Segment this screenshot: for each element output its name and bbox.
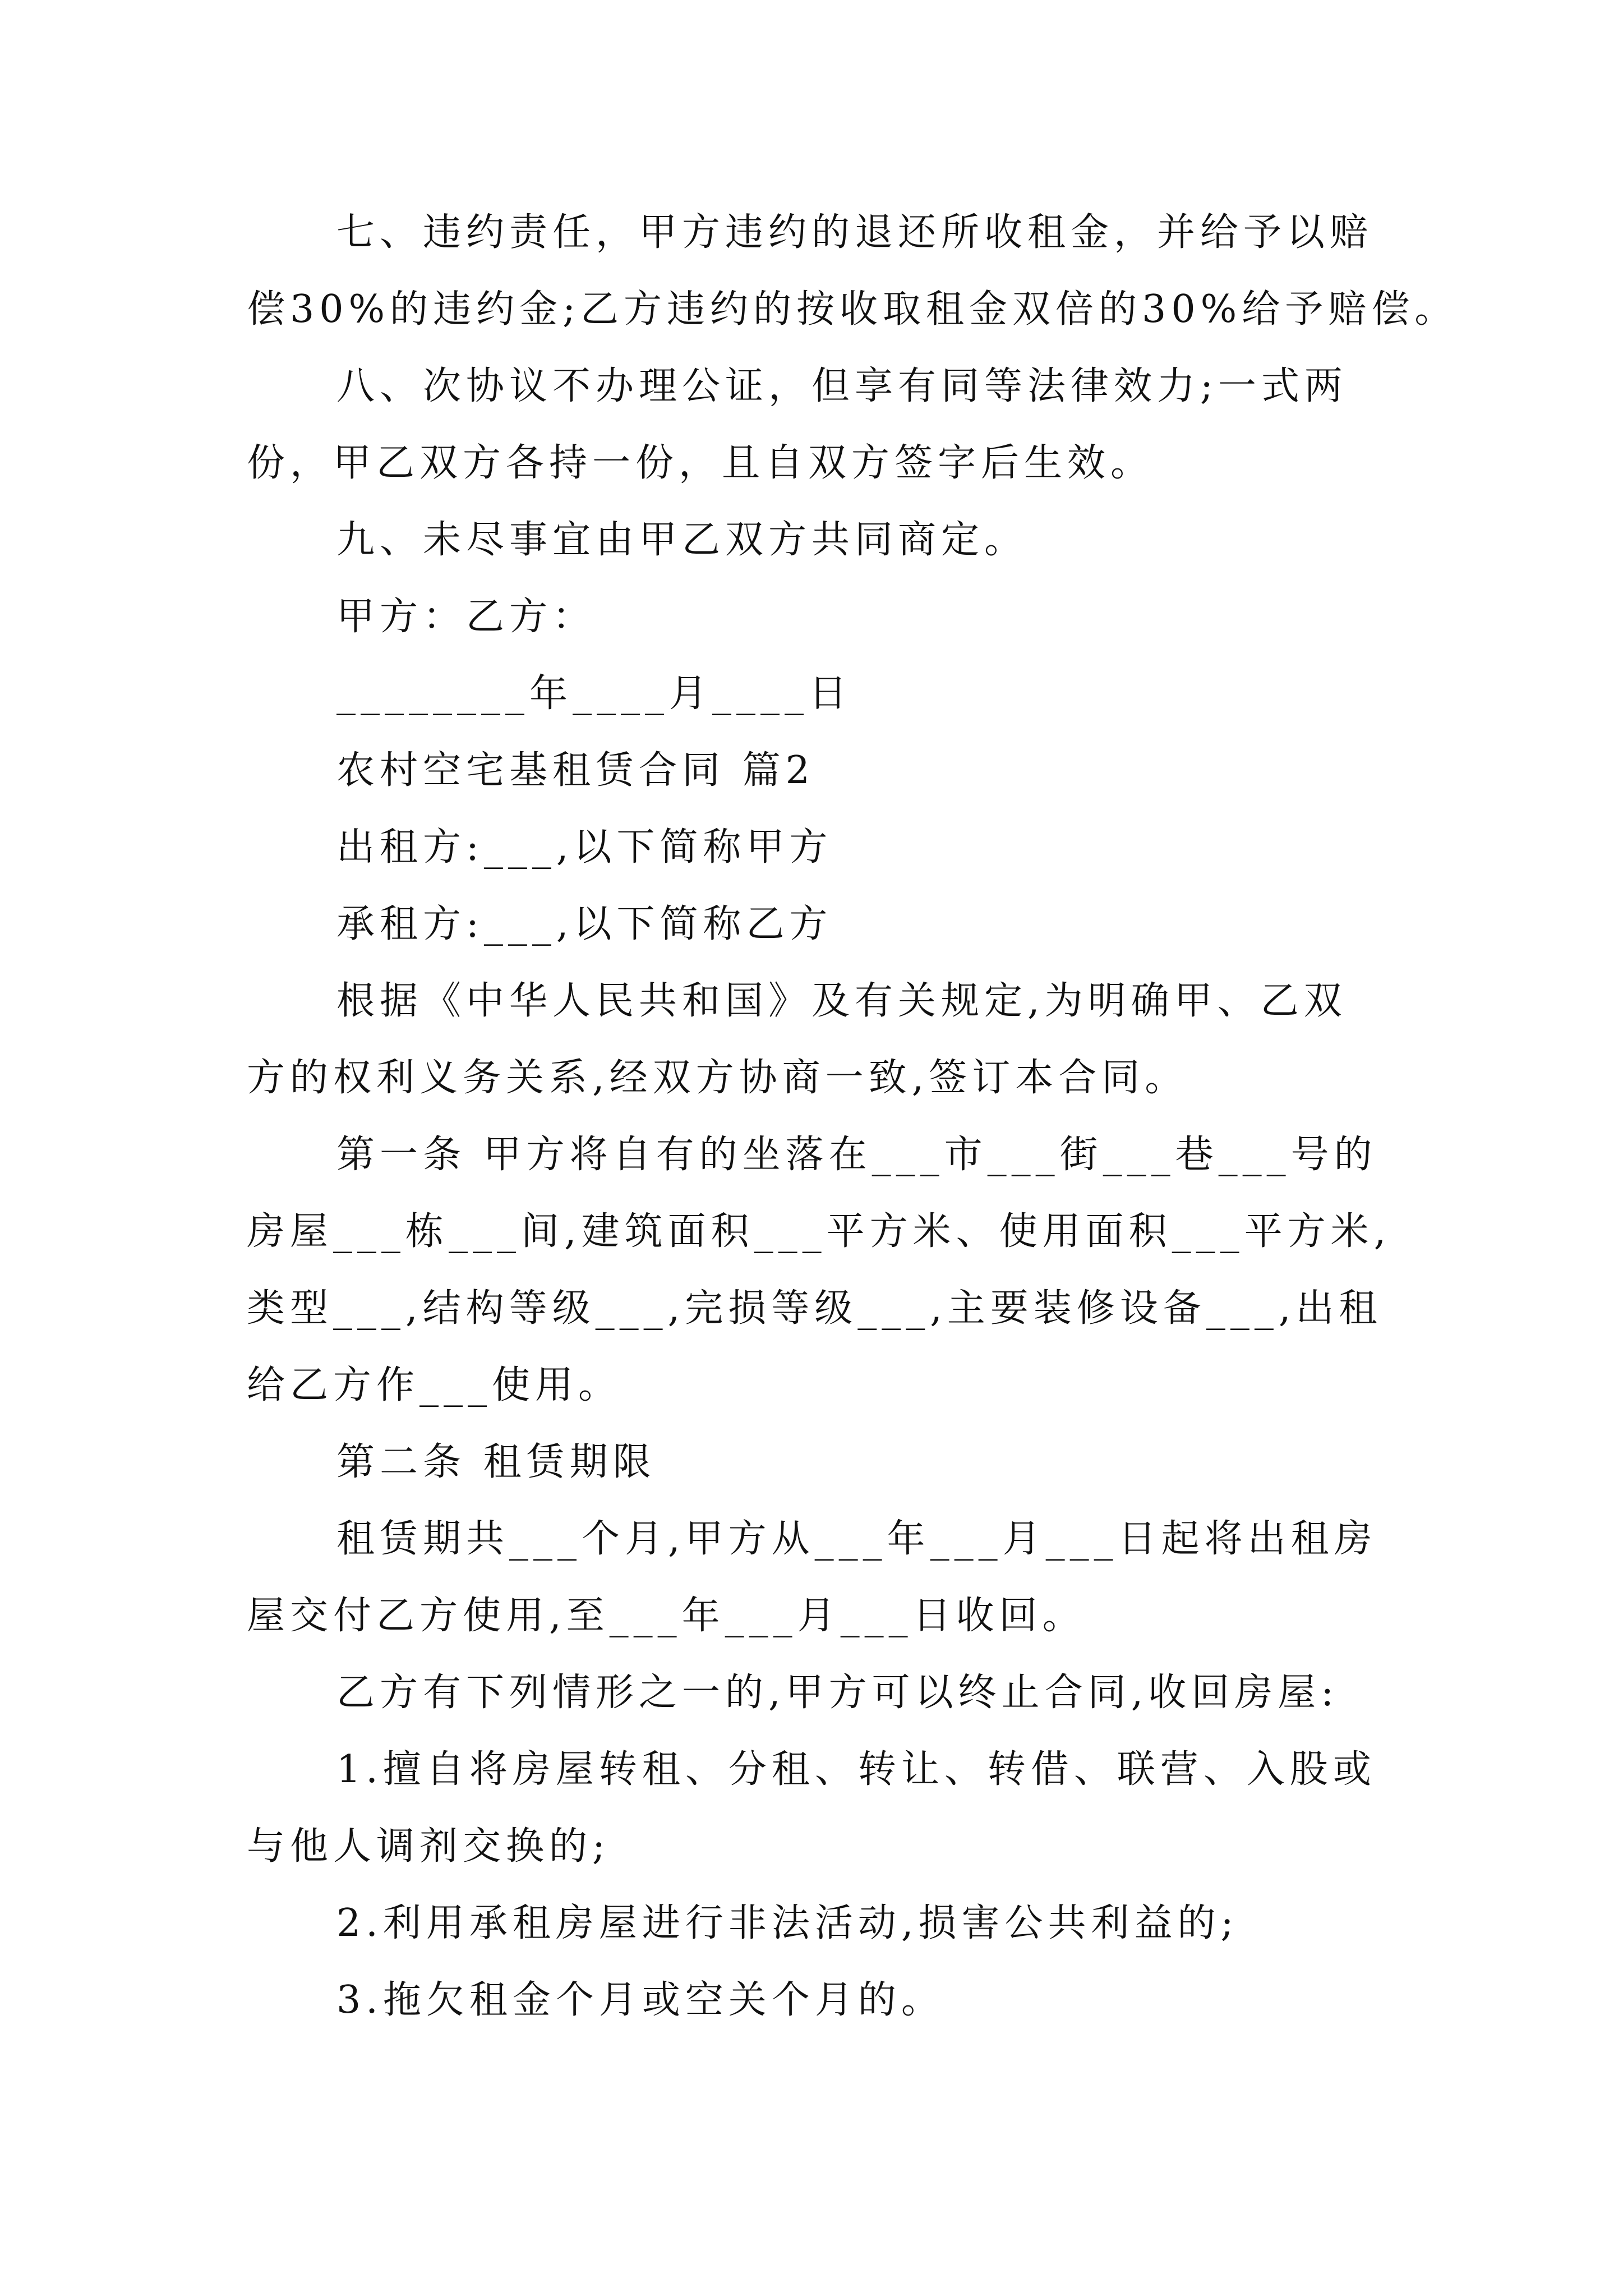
text-line: 根据《中华人民共和国》及有关规定,为明确甲、乙双: [336, 979, 1347, 1023]
text-line: 3.拖欠租金个月或空关个月的。: [336, 1978, 944, 2022]
text-line: 九、未尽事宜由甲乙双方共同商定。: [336, 518, 1028, 562]
text-line: 类型___,结构等级___,完损等级___,主要装修设备___,出租: [247, 1286, 1382, 1331]
text-line: 屋交付乙方使用,至___年___月___日收回。: [247, 1594, 1086, 1638]
text-line: 第一条 甲方将自有的坐落在___市___街___巷___号的: [336, 1133, 1377, 1177]
text-line: 甲方：乙方：: [336, 595, 596, 639]
text-line: 偿30%的违约金;乙方违约的按收取租金双倍的30%给予赔偿。: [247, 287, 1458, 332]
text-line: 给乙方作___使用。: [247, 1363, 622, 1407]
document-body: [247, 210, 1458, 2055]
text-line: 乙方有下列情形之一的,甲方可以终止合同,收回房屋:: [336, 1671, 1339, 1715]
text-line: 出租方:___,以下简称甲方: [336, 825, 833, 869]
text-line: 八、次协议不办理公证，但享有同等法律效力;一式两: [336, 364, 1348, 408]
text-line: 租赁期共___个月,甲方从___年___月___日起将出租房: [336, 1517, 1377, 1561]
text-line: 1.擅自将房屋转租、分租、转让、转借、联营、入股或: [336, 1747, 1376, 1792]
text-line: 与他人调剂交换的;: [247, 1824, 610, 1869]
text-line: 承租方:___,以下简称乙方: [336, 902, 833, 946]
text-line: 房屋___栋___间,建筑面积___平方米、使用面积___平方米,: [247, 1209, 1391, 1254]
text-line: ________年____月____日: [336, 671, 852, 716]
text-line: 七、违约责任，甲方违约的退还所收租金，并给予以赔: [336, 210, 1373, 255]
text-line: 农村空宅基租赁合同 篇2: [336, 748, 815, 793]
text-line: 份，甲乙双方各持一份，且自双方签字后生效。: [247, 441, 1154, 485]
text-line: 第二条 租赁期限: [336, 1440, 656, 1484]
text-line: 2.利用承租房屋进行非法活动,损害公共利益的;: [336, 1901, 1239, 1945]
text-line: 方的权利义务关系,经双方协商一致,签订本合同。: [247, 1056, 1188, 1100]
